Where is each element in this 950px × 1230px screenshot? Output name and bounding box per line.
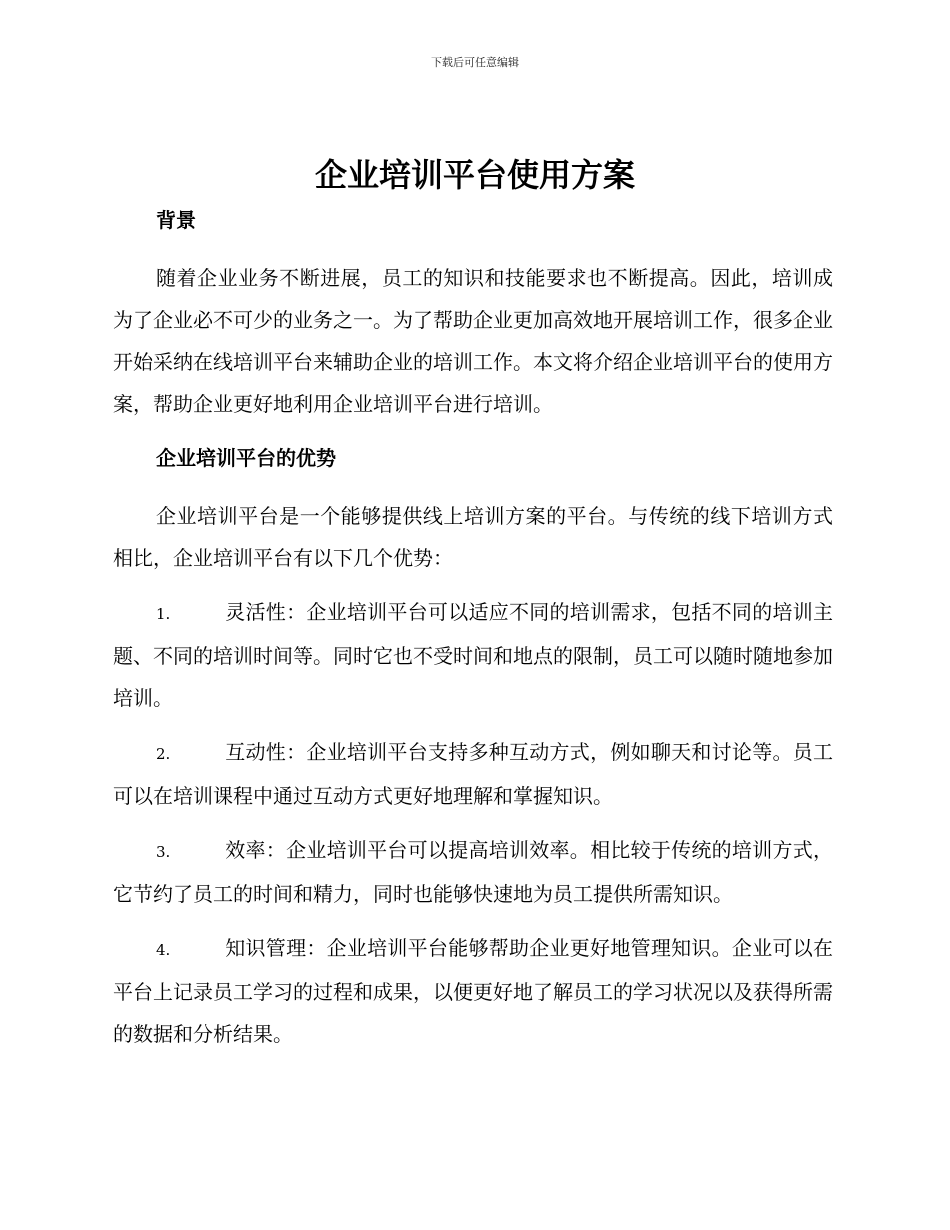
list-number: 3. <box>156 843 171 861</box>
list-item-flexibility <box>113 591 833 719</box>
paragraph-advantages-intro: 企业培训平台是一个能够提供线上培训方案的平台。与传统的线下培训方式相比，企业培训平台有以下几个优势： <box>113 504 833 570</box>
list-item-text: 效率：企业培训平台可以提高培训效率。相比较于传统的培训方式，它节约了员工的时间和精力，同时也能够快速地为员工提供所需知识。 <box>113 838 833 906</box>
list-number: 2. <box>156 745 171 763</box>
header-note: 下载后可任意编辑 <box>431 56 519 69</box>
list-item-knowledge-management <box>113 927 833 1055</box>
list-item-text: 互动性：企业培训平台支持多种互动方式，例如聊天和讨论等。员工可以在培训课程中通过互动方式更好地理解和掌握知识。 <box>113 740 833 808</box>
list-number: 1. <box>156 605 171 623</box>
document-body <box>113 205 833 1055</box>
paragraph-background: 随着企业业务不断进展，员工的知识和技能要求也不断提高。因此，培训成为了企业必不可少的业务之一。为了帮助企业更加高效地开展培训工作，很多企业开始采纳在线培训平台来辅助企业的培训工作。本文将介绍企业培训平台的使用方案，帮助企业更好地利用企业培训平台进行培训。 <box>113 266 833 416</box>
list-number: 4. <box>156 941 171 959</box>
list-item-text: 灵活性：企业培训平台可以适应不同的培训需求，包括不同的培训主题、不同的培训时间等。同时它也不受时间和地点的限制，员工可以随时随地参加培训。 <box>113 600 833 710</box>
document-title: 企业培训平台使用方案 <box>314 156 635 194</box>
section-heading-background: 背景 <box>156 208 196 232</box>
list-item-interactivity <box>113 731 833 817</box>
list-item-efficiency <box>113 829 833 915</box>
section-heading-advantages: 企业培训平台的优势 <box>156 446 336 470</box>
list-item-text: 知识管理：企业培训平台能够帮助企业更好地管理知识。企业可以在平台上记录员工学习的过程和成果，以便更好地了解员工的学习状况以及获得所需的数据和分析结果。 <box>113 936 833 1046</box>
